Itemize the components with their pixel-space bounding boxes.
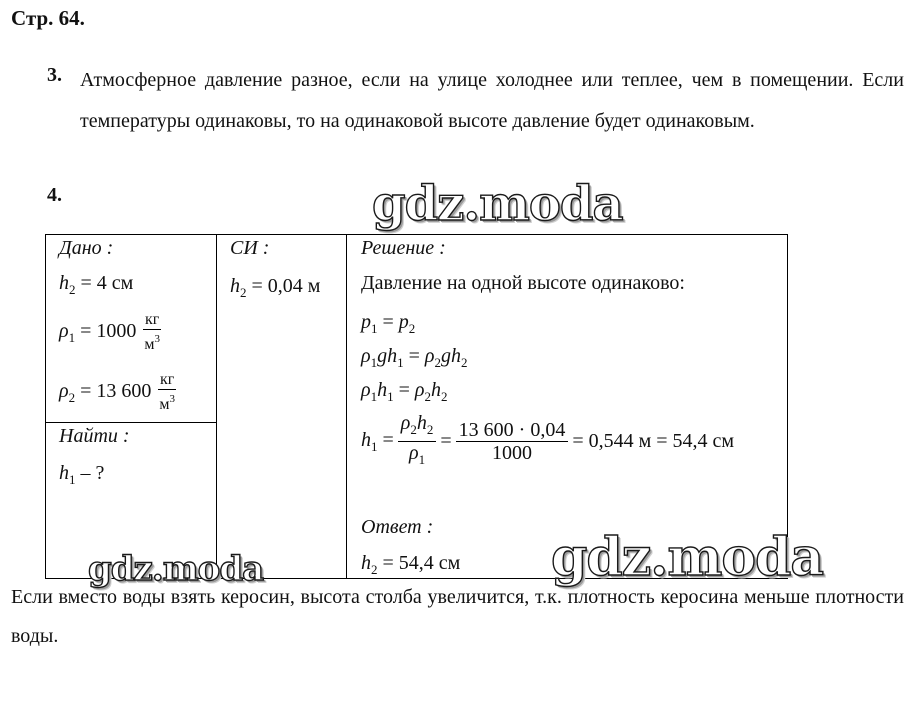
watermark-top: gdz.moda <box>372 176 623 232</box>
item-4-number: 4. <box>47 184 62 206</box>
page-header: Стр. 64. <box>11 6 85 30</box>
item-3-text: Атмосферное давление разное, если на улице холоднее или теплее, чем в помещении. Если температуры одинаковы, то на одинаковой высоте давление будет одинаковым. <box>80 69 904 132</box>
item-3-number: 3. <box>47 64 62 86</box>
unit-den: м <box>144 336 155 353</box>
find-header: Найти : <box>59 425 130 447</box>
watermark-bottom-left: gdz.moda <box>88 549 264 589</box>
calc-numerator: 13 600 · 0,04 <box>456 420 569 442</box>
watermark-bottom-right: gdz.moda <box>551 527 824 588</box>
answer-line: $h_2 = 54,4$ см <box>361 552 461 577</box>
calc-result: = 0,544 м = 54,4 см <box>572 430 735 452</box>
formula-fraction: $\frac{\rho_2h_2}{\rho_1}$ <box>398 413 437 470</box>
solution-eq-1: $p_1 = p_2$ <box>361 311 416 336</box>
table-divider-given-find <box>46 422 216 423</box>
unit-pow: 3 <box>154 333 161 345</box>
numeric-fraction <box>456 420 569 463</box>
solution-eq-3: $\rho_1h_1 = \rho_2h_2$ <box>361 379 448 404</box>
answer-header: Ответ : <box>361 516 434 538</box>
given-rho2-value: 13 600 <box>96 380 152 403</box>
given-rho1-unit <box>142 311 162 354</box>
answer-value: 54,4 см <box>398 552 461 574</box>
unit-num: кг <box>160 371 175 388</box>
find-h1: $h_1$ – ? <box>59 462 105 487</box>
find-query: – ? <box>80 462 105 484</box>
given-h2-value: 4 см <box>96 272 134 294</box>
solution-eq-2: $\rho_1gh_1 = \rho_2gh_2$ <box>361 345 468 370</box>
unit-pow: 3 <box>169 393 176 405</box>
given-rho1: $\rho_1 = 1000$ $\frac{кг}{м^3}$ <box>59 311 161 353</box>
si-h2-value: 0,04 м <box>267 275 321 297</box>
conclusion-text: Если вместо воды взять керосин, высота столба увеличится, т.к. плотность керосина меньше плотности воды. <box>11 586 904 647</box>
si-h2: $h_2 = 0,04$ м <box>230 275 321 300</box>
unit-den: м <box>159 396 170 413</box>
unit-num: кг <box>145 311 160 328</box>
given-rho1-value: 1000 <box>96 320 137 343</box>
si-header: СИ : <box>230 237 270 259</box>
solution-eq-4: $h_1$ = $\frac{\rho_2h_2}{\rho_1}$ = $\frac{13 600 \cdot 0,04}{1000}$ = 0,544 м = 54,4 см <box>361 413 734 470</box>
given-rho2: $\rho_2 = 13$ 600 $\frac{кг}{м^3}$ <box>59 371 176 413</box>
given-h2: $h_2 = 4$ см <box>59 272 134 297</box>
given-header: Дано : <box>59 237 114 259</box>
table-divider-2 <box>346 235 347 578</box>
solution-header: Решение : <box>361 237 446 259</box>
given-rho2-unit <box>157 371 177 414</box>
table-divider-1 <box>216 235 217 578</box>
solution-intro: Давление на одной высоте одинаково: <box>361 272 685 294</box>
calc-denominator: 1000 <box>492 442 532 464</box>
